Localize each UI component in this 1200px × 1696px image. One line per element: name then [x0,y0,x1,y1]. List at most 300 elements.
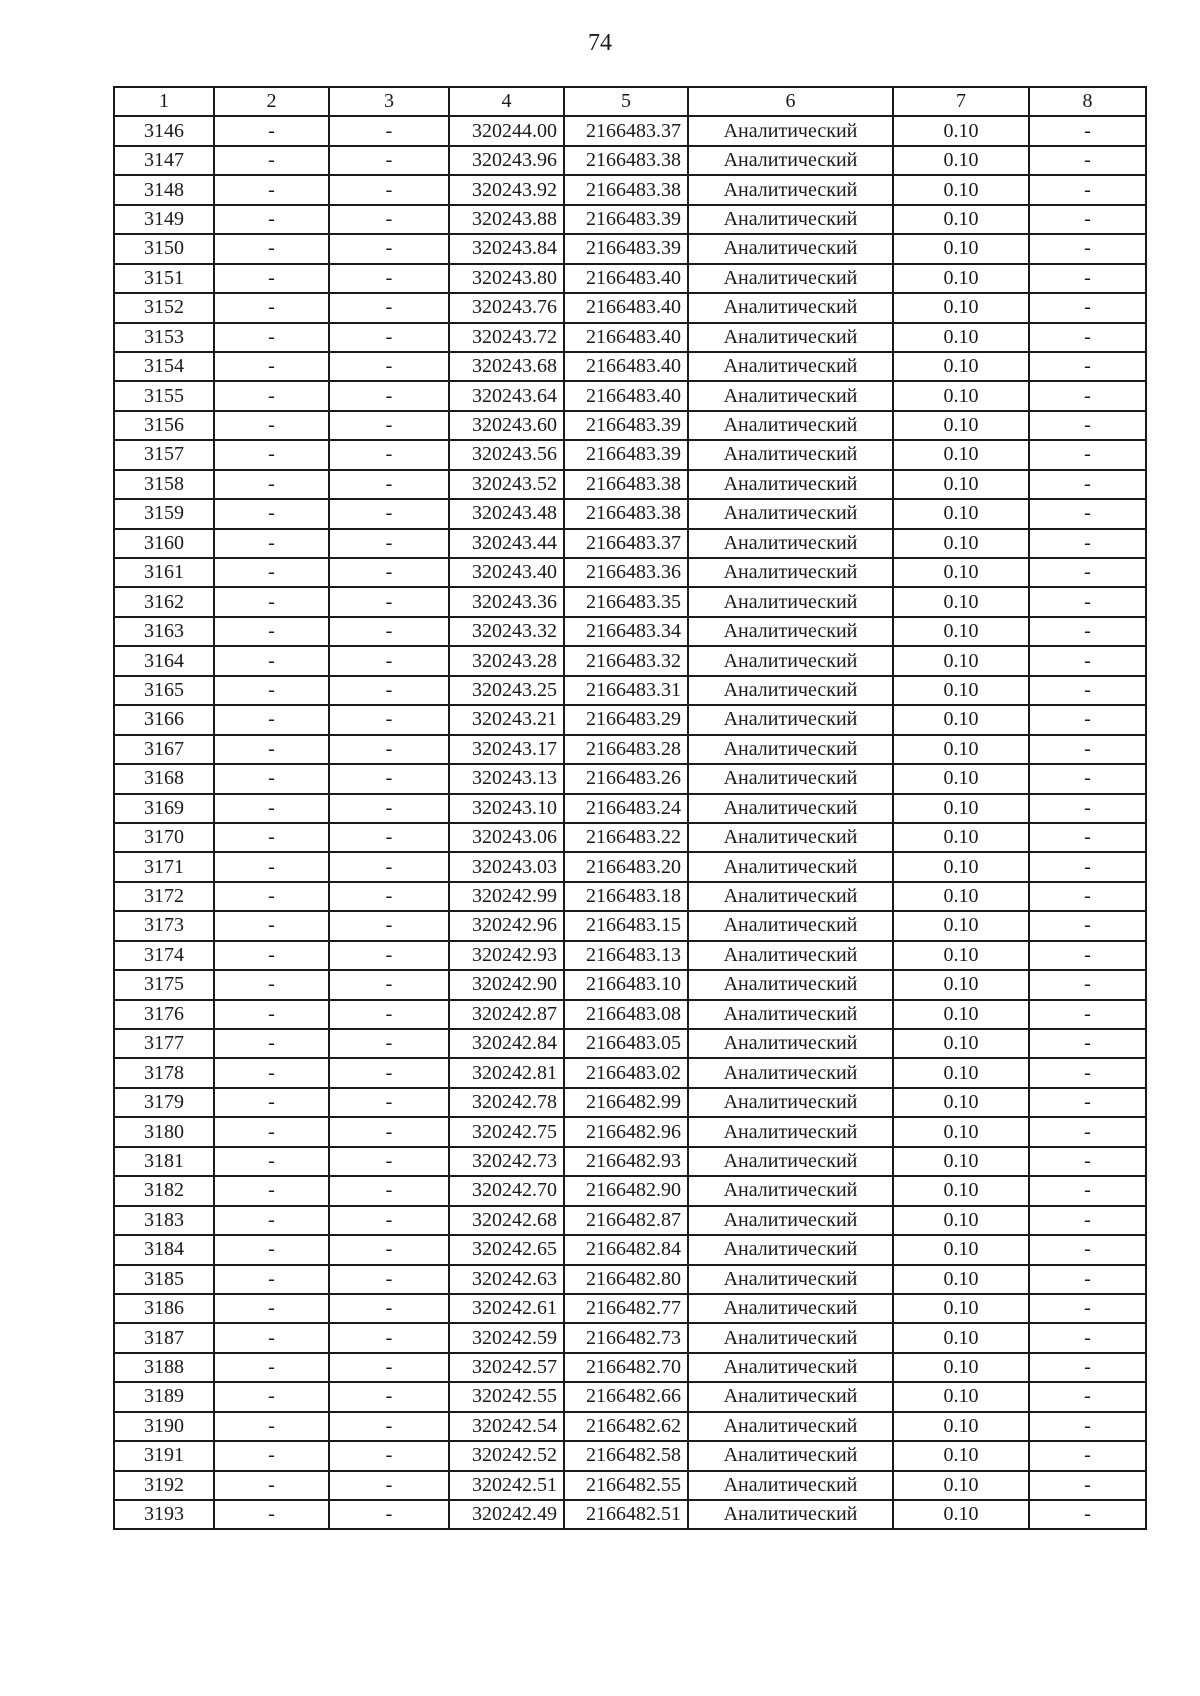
col8-value: - [1029,1382,1146,1411]
col2-value: - [214,234,329,263]
x-coordinate: 320243.32 [449,617,564,646]
col8-value: - [1029,293,1146,322]
y-coordinate: 2166483.22 [564,823,688,852]
method-cell: Аналитический [688,411,893,440]
col3-value: - [329,823,449,852]
table-row [114,205,1146,234]
col3-value: - [329,1147,449,1176]
method-cell: Аналитический [688,970,893,999]
col3-value: - [329,234,449,263]
table-row [114,852,1146,881]
col3-value: - [329,440,449,469]
method-cell: Аналитический [688,205,893,234]
col8-value: - [1029,1206,1146,1235]
point-number: 3184 [114,1235,214,1264]
y-coordinate: 2166482.66 [564,1382,688,1411]
x-coordinate: 320243.17 [449,735,564,764]
y-coordinate: 2166483.34 [564,617,688,646]
col3-value: - [329,735,449,764]
y-coordinate: 2166482.84 [564,1235,688,1264]
col8-value: - [1029,499,1146,528]
col8-value: - [1029,323,1146,352]
col8-value: - [1029,705,1146,734]
point-number: 3162 [114,587,214,616]
table-row [114,941,1146,970]
col8-value: - [1029,1441,1146,1470]
x-coordinate: 320243.64 [449,381,564,410]
col2-value: - [214,882,329,911]
y-coordinate: 2166483.40 [564,352,688,381]
page-number: 74 [588,30,612,56]
point-number: 3164 [114,646,214,675]
point-number: 3151 [114,264,214,293]
x-coordinate: 320242.90 [449,970,564,999]
method-cell: Аналитический [688,1412,893,1441]
column-header-6: 6 [688,87,893,116]
method-cell: Аналитический [688,1206,893,1235]
table-row [114,116,1146,145]
table-row [114,146,1146,175]
y-coordinate: 2166482.55 [564,1471,688,1500]
point-number: 3158 [114,470,214,499]
y-coordinate: 2166482.99 [564,1088,688,1117]
x-coordinate: 320242.52 [449,1441,564,1470]
col8-value: - [1029,882,1146,911]
method-cell: Аналитический [688,1353,893,1382]
col2-value: - [214,352,329,381]
x-coordinate: 320243.06 [449,823,564,852]
col2-value: - [214,1206,329,1235]
column-header-1: 1 [114,87,214,116]
col2-value: - [214,470,329,499]
x-coordinate: 320242.59 [449,1323,564,1352]
col8-value: - [1029,264,1146,293]
accuracy-cell: 0.10 [893,646,1029,675]
point-number: 3192 [114,1471,214,1500]
col3-value: - [329,323,449,352]
method-cell: Аналитический [688,941,893,970]
y-coordinate: 2166482.90 [564,1176,688,1205]
y-coordinate: 2166483.40 [564,293,688,322]
x-coordinate: 320243.21 [449,705,564,734]
col3-value: - [329,587,449,616]
point-number: 3176 [114,1000,214,1029]
point-number: 3150 [114,234,214,263]
x-coordinate: 320242.61 [449,1294,564,1323]
col8-value: - [1029,1353,1146,1382]
col2-value: - [214,1500,329,1529]
col2-value: - [214,175,329,204]
x-coordinate: 320242.96 [449,911,564,940]
point-number: 3152 [114,293,214,322]
col2-value: - [214,116,329,145]
col8-value: - [1029,1265,1146,1294]
x-coordinate: 320243.92 [449,175,564,204]
col2-value: - [214,205,329,234]
accuracy-cell: 0.10 [893,116,1029,145]
y-coordinate: 2166483.08 [564,1000,688,1029]
table-row [114,1206,1146,1235]
col3-value: - [329,1058,449,1087]
table-row [114,617,1146,646]
accuracy-cell: 0.10 [893,234,1029,263]
point-number: 3171 [114,852,214,881]
accuracy-cell: 0.10 [893,1206,1029,1235]
col8-value: - [1029,146,1146,175]
col8-value: - [1029,1117,1146,1146]
col2-value: - [214,1294,329,1323]
table-row [114,735,1146,764]
point-number: 3149 [114,205,214,234]
method-cell: Аналитический [688,1235,893,1264]
point-number: 3156 [114,411,214,440]
accuracy-cell: 0.10 [893,617,1029,646]
y-coordinate: 2166483.05 [564,1029,688,1058]
x-coordinate: 320243.10 [449,794,564,823]
table-row [114,911,1146,940]
accuracy-cell: 0.10 [893,381,1029,410]
col8-value: - [1029,735,1146,764]
x-coordinate: 320243.96 [449,146,564,175]
x-coordinate: 320243.72 [449,323,564,352]
col2-value: - [214,323,329,352]
accuracy-cell: 0.10 [893,352,1029,381]
y-coordinate: 2166483.37 [564,116,688,145]
point-number: 3154 [114,352,214,381]
table-row [114,1265,1146,1294]
col3-value: - [329,676,449,705]
accuracy-cell: 0.10 [893,1058,1029,1087]
accuracy-cell: 0.10 [893,735,1029,764]
y-coordinate: 2166482.51 [564,1500,688,1529]
x-coordinate: 320243.76 [449,293,564,322]
col2-value: - [214,1412,329,1441]
x-coordinate: 320243.28 [449,646,564,675]
method-cell: Аналитический [688,1147,893,1176]
x-coordinate: 320242.70 [449,1176,564,1205]
method-cell: Аналитический [688,1029,893,1058]
col2-value: - [214,1117,329,1146]
table-row [114,1412,1146,1441]
x-coordinate: 320242.65 [449,1235,564,1264]
x-coordinate: 320243.36 [449,587,564,616]
method-cell: Аналитический [688,352,893,381]
x-coordinate: 320242.81 [449,1058,564,1087]
table-row [114,352,1146,381]
point-number: 3182 [114,1176,214,1205]
col8-value: - [1029,234,1146,263]
col3-value: - [329,116,449,145]
table-row [114,323,1146,352]
x-coordinate: 320242.73 [449,1147,564,1176]
col3-value: - [329,381,449,410]
method-cell: Аналитический [688,1471,893,1500]
table-row [114,587,1146,616]
point-number: 3174 [114,941,214,970]
x-coordinate: 320242.63 [449,1265,564,1294]
method-cell: Аналитический [688,1382,893,1411]
col8-value: - [1029,823,1146,852]
table-row [114,293,1146,322]
accuracy-cell: 0.10 [893,1471,1029,1500]
col3-value: - [329,293,449,322]
col3-value: - [329,146,449,175]
col8-value: - [1029,440,1146,469]
method-cell: Аналитический [688,146,893,175]
method-cell: Аналитический [688,1058,893,1087]
col8-value: - [1029,411,1146,440]
y-coordinate: 2166483.32 [564,646,688,675]
table-row [114,1500,1146,1529]
table-row [114,1294,1146,1323]
table-row [114,1353,1146,1382]
y-coordinate: 2166482.80 [564,1265,688,1294]
col8-value: - [1029,617,1146,646]
y-coordinate: 2166483.39 [564,440,688,469]
col2-value: - [214,381,329,410]
point-number: 3155 [114,381,214,410]
x-coordinate: 320242.68 [449,1206,564,1235]
x-coordinate: 320242.49 [449,1500,564,1529]
col8-value: - [1029,175,1146,204]
method-cell: Аналитический [688,1265,893,1294]
col2-value: - [214,646,329,675]
table-row [114,1147,1146,1176]
point-number: 3148 [114,175,214,204]
col8-value: - [1029,1235,1146,1264]
table-row [114,1000,1146,1029]
point-number: 3186 [114,1294,214,1323]
table-row [114,381,1146,410]
method-cell: Аналитический [688,1294,893,1323]
x-coordinate: 320243.80 [449,264,564,293]
col3-value: - [329,1471,449,1500]
col8-value: - [1029,911,1146,940]
x-coordinate: 320242.75 [449,1117,564,1146]
col8-value: - [1029,1176,1146,1205]
table-row [114,705,1146,734]
point-number: 3170 [114,823,214,852]
col8-value: - [1029,764,1146,793]
col3-value: - [329,1441,449,1470]
point-number: 3175 [114,970,214,999]
point-number: 3166 [114,705,214,734]
y-coordinate: 2166483.20 [564,852,688,881]
y-coordinate: 2166483.35 [564,587,688,616]
method-cell: Аналитический [688,852,893,881]
x-coordinate: 320243.60 [449,411,564,440]
col3-value: - [329,1323,449,1352]
col2-value: - [214,1029,329,1058]
x-coordinate: 320243.03 [449,852,564,881]
col2-value: - [214,970,329,999]
point-number: 3165 [114,676,214,705]
point-number: 3159 [114,499,214,528]
accuracy-cell: 0.10 [893,1147,1029,1176]
method-cell: Аналитический [688,1088,893,1117]
method-cell: Аналитический [688,646,893,675]
method-cell: Аналитический [688,587,893,616]
table-row [114,794,1146,823]
accuracy-cell: 0.10 [893,440,1029,469]
method-cell: Аналитический [688,1000,893,1029]
table-row [114,558,1146,587]
x-coordinate: 320243.84 [449,234,564,263]
col3-value: - [329,941,449,970]
col2-value: - [214,705,329,734]
col3-value: - [329,1206,449,1235]
accuracy-cell: 0.10 [893,1382,1029,1411]
x-coordinate: 320242.93 [449,941,564,970]
table-row [114,1088,1146,1117]
accuracy-cell: 0.10 [893,293,1029,322]
point-number: 3191 [114,1441,214,1470]
table-row [114,646,1146,675]
accuracy-cell: 0.10 [893,1412,1029,1441]
point-number: 3146 [114,116,214,145]
method-cell: Аналитический [688,558,893,587]
col8-value: - [1029,1294,1146,1323]
col2-value: - [214,1000,329,1029]
table-row [114,1235,1146,1264]
col3-value: - [329,1294,449,1323]
col3-value: - [329,970,449,999]
col2-value: - [214,735,329,764]
y-coordinate: 2166483.15 [564,911,688,940]
method-cell: Аналитический [688,381,893,410]
table-row [114,1117,1146,1146]
x-coordinate: 320242.55 [449,1382,564,1411]
accuracy-cell: 0.10 [893,587,1029,616]
column-header-4: 4 [449,87,564,116]
col8-value: - [1029,852,1146,881]
y-coordinate: 2166483.40 [564,323,688,352]
accuracy-cell: 0.10 [893,1117,1029,1146]
col3-value: - [329,1117,449,1146]
accuracy-cell: 0.10 [893,1088,1029,1117]
point-number: 3193 [114,1500,214,1529]
table-row [114,470,1146,499]
col2-value: - [214,823,329,852]
col3-value: - [329,794,449,823]
col2-value: - [214,617,329,646]
col8-value: - [1029,558,1146,587]
table-row [114,264,1146,293]
table-row [114,529,1146,558]
col8-value: - [1029,205,1146,234]
col3-value: - [329,529,449,558]
table-row [114,234,1146,263]
accuracy-cell: 0.10 [893,411,1029,440]
method-cell: Аналитический [688,676,893,705]
method-cell: Аналитический [688,617,893,646]
col3-value: - [329,264,449,293]
accuracy-cell: 0.10 [893,794,1029,823]
accuracy-cell: 0.10 [893,146,1029,175]
header-row [114,87,1146,116]
col2-value: - [214,911,329,940]
x-coordinate: 320242.99 [449,882,564,911]
col2-value: - [214,529,329,558]
col3-value: - [329,1382,449,1411]
col8-value: - [1029,1088,1146,1117]
accuracy-cell: 0.10 [893,499,1029,528]
x-coordinate: 320242.57 [449,1353,564,1382]
col8-value: - [1029,794,1146,823]
col8-value: - [1029,1058,1146,1087]
accuracy-cell: 0.10 [893,175,1029,204]
accuracy-cell: 0.10 [893,205,1029,234]
y-coordinate: 2166483.39 [564,411,688,440]
x-coordinate: 320243.40 [449,558,564,587]
col3-value: - [329,352,449,381]
y-coordinate: 2166483.02 [564,1058,688,1087]
y-coordinate: 2166483.38 [564,175,688,204]
method-cell: Аналитический [688,1323,893,1352]
col3-value: - [329,646,449,675]
method-cell: Аналитический [688,293,893,322]
method-cell: Аналитический [688,116,893,145]
method-cell: Аналитический [688,705,893,734]
point-number: 3180 [114,1117,214,1146]
table-row [114,499,1146,528]
col2-value: - [214,1265,329,1294]
table-row [114,411,1146,440]
col2-value: - [214,676,329,705]
x-coordinate: 320244.00 [449,116,564,145]
method-cell: Аналитический [688,440,893,469]
y-coordinate: 2166483.26 [564,764,688,793]
table-row [114,1323,1146,1352]
col3-value: - [329,1265,449,1294]
y-coordinate: 2166482.62 [564,1412,688,1441]
col8-value: - [1029,529,1146,558]
method-cell: Аналитический [688,470,893,499]
method-cell: Аналитический [688,1117,893,1146]
col8-value: - [1029,1323,1146,1352]
col3-value: - [329,764,449,793]
accuracy-cell: 0.10 [893,1000,1029,1029]
col3-value: - [329,1412,449,1441]
x-coordinate: 320243.25 [449,676,564,705]
col8-value: - [1029,676,1146,705]
col2-value: - [214,587,329,616]
col2-value: - [214,1147,329,1176]
col3-value: - [329,1235,449,1264]
y-coordinate: 2166482.93 [564,1147,688,1176]
y-coordinate: 2166483.36 [564,558,688,587]
table-row [114,1058,1146,1087]
col8-value: - [1029,1029,1146,1058]
table-row [114,440,1146,469]
col2-value: - [214,293,329,322]
col3-value: - [329,1176,449,1205]
accuracy-cell: 0.10 [893,1353,1029,1382]
accuracy-cell: 0.10 [893,323,1029,352]
y-coordinate: 2166483.18 [564,882,688,911]
col3-value: - [329,705,449,734]
col2-value: - [214,499,329,528]
accuracy-cell: 0.10 [893,470,1029,499]
accuracy-cell: 0.10 [893,705,1029,734]
y-coordinate: 2166483.28 [564,735,688,764]
y-coordinate: 2166483.40 [564,264,688,293]
col3-value: - [329,911,449,940]
col8-value: - [1029,587,1146,616]
point-number: 3183 [114,1206,214,1235]
column-header-2: 2 [214,87,329,116]
col2-value: - [214,941,329,970]
